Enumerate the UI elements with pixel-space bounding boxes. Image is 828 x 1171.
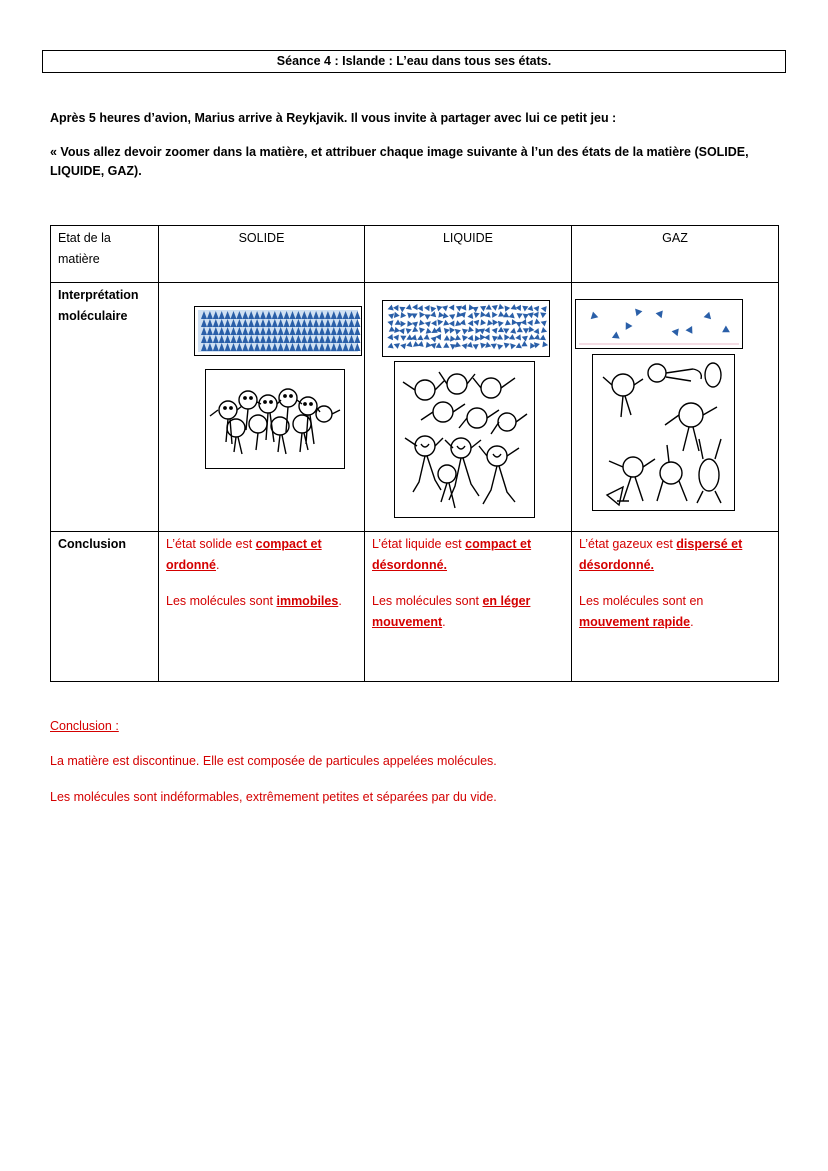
liquid-molecule [394,312,400,318]
liquid-molecule [541,306,547,312]
liquid-conclusion-key-2: en léger mouvement [372,594,531,629]
liquid-molecule [503,312,509,317]
liquid-molecule [487,320,493,326]
liquid-molecule [436,305,442,311]
gas-figure-cell [572,283,779,532]
liquid-molecule [522,336,528,342]
column-gaz: GAZ [572,226,779,283]
liquid-molecule [393,305,399,311]
liquid-molecule [491,344,497,350]
row-label-molecular: Interprétation moléculaire [51,283,159,532]
liquid-molecule [479,329,485,335]
liquid-molecule [406,328,412,334]
liquid-molecule [485,342,491,348]
column-solide: SOLIDE [159,226,365,283]
row-label-conclusion: Conclusion [51,532,159,682]
liquid-molecule [504,334,510,340]
liquid-molecule [473,320,479,326]
liquid-molecule [449,321,454,327]
liquid-molecule [444,335,450,340]
liquid-molecule [401,312,407,318]
liquid-molecule [388,305,394,311]
liquid-molecule [388,343,394,349]
liquid-molecule [407,313,413,319]
liquid-molecule [399,328,405,334]
liquid-molecule [484,334,490,340]
liquid-molecule [389,326,395,332]
liquid-molecule [413,341,419,347]
liquid-molecule [522,306,528,312]
liquid-molecule [450,327,456,333]
liquid-molecule [395,320,401,325]
footer-conclusion-line-2: Les molécules sont indéformables, extrêmement petites et séparées par du vide. [50,790,497,804]
liquid-molecule [442,305,448,311]
liquid-molecule [492,305,498,311]
liquid-molecule [426,342,432,348]
liquid-molecule [412,326,418,332]
liquid-molecule [474,312,480,318]
liquid-molecule [430,343,436,349]
liquid-molecule [387,320,393,326]
liquid-molecule [444,328,450,334]
liquid-molecule [534,319,540,325]
column-liquide: LIQUIDE [365,226,572,283]
liquid-molecule [424,305,430,311]
liquid-molecule [473,344,479,350]
liquid-molecule [462,329,468,335]
gas-molecules-pattern [575,299,743,349]
liquid-molecule [516,343,522,349]
gas-conclusion-text-2: Les molécules sont en [579,594,704,608]
liquid-molecule [455,329,461,335]
liquid-molecule [534,334,540,340]
liquid-conclusion-text-1: L’état liquide est [372,537,466,551]
liquid-molecule [498,327,504,332]
solid-conclusion-text-2: Les molécules sont [166,594,277,608]
liquid-molecule [540,312,546,318]
liquid-molecule [394,343,400,349]
solid-conclusion-end-1: . [216,558,220,572]
liquid-molecule [399,307,405,313]
gas-molecule [656,311,663,319]
liquid-molecule [424,334,430,340]
liquid-molecule [504,343,510,349]
gas-conclusion-text-1: L’état gazeux est [579,537,677,551]
footer-conclusion-line-1: La matière est discontinue. Elle est composée de particules appelées molécules. [50,754,497,768]
liquid-molecule [498,311,504,317]
liquid-molecule [497,344,503,350]
solid-conclusion-key-1: compact et ordonné [166,537,322,572]
liquid-molecule [475,335,481,341]
liquid-molecule [431,336,437,342]
liquid-molecule [509,334,515,340]
gas-conclusion-end-2: . [690,615,694,629]
liquid-molecule [431,320,437,326]
liquid-molecule [493,319,499,325]
liquid-molecule [484,327,490,333]
liquid-molecule [540,335,546,341]
liquid-molecule [527,305,533,311]
liquid-molecule [411,313,417,318]
liquid-molecule [468,320,474,326]
solid-conclusion [159,532,365,682]
liquid-conclusion-key-1: compact et désordonné. [372,537,532,572]
liquid-molecule [510,328,516,334]
liquid-molecule [521,341,527,347]
liquid-molecule [472,307,478,313]
solid-figure-cell [159,283,365,532]
liquid-molecule [523,314,529,320]
liquid-molecule [419,320,425,326]
liquid-molecule [503,328,509,334]
liquid-molecule [505,306,511,312]
liquid-molecule [437,319,443,325]
liquid-molecule [527,320,533,326]
liquid-molecule [541,327,547,333]
liquid-molecule [394,327,400,333]
liquid-molecule [521,319,527,325]
liquid-molecule [517,313,523,319]
liquid-molecule [468,326,474,332]
liquid-molecule [534,342,540,348]
liquid-molecule [517,327,523,332]
gas-conclusion-key-1: dispersé et désordonné. [579,537,743,572]
solid-cartoon-figures [205,369,345,469]
liquid-molecule [541,321,547,327]
liquid-molecule [462,343,468,349]
liquid-molecule [401,321,407,327]
liquid-molecule [449,305,455,311]
liquid-molecule [467,342,473,348]
liquid-molecule [443,342,449,347]
footer-conclusion-title: Conclusion : [50,719,119,733]
header-label: Etat de la matière [51,226,159,283]
liquid-molecule [436,343,442,349]
liquid-molecule [515,334,521,340]
intro-line-1: Après 5 heures d’avion, Marius arrive à Reykjavik. Il vous invite à partager avec lui ce petit jeu : [50,111,617,125]
gas-molecule [704,312,712,320]
liquid-molecule [467,313,473,319]
liquid-molecule [542,341,548,347]
gas-molecule [612,332,620,339]
liquid-molecule [498,304,504,310]
liquid-molecule [511,304,517,310]
liquid-molecule [533,312,539,318]
solid-molecules-pattern [194,306,362,356]
liquid-molecule [417,305,423,311]
liquid-molecule [430,311,436,317]
liquid-molecule [417,335,423,341]
liquid-molecule [510,343,516,349]
liquid-molecule [455,335,461,341]
liquid-molecule [406,334,412,340]
liquid-molecule [436,334,442,340]
liquid-molecule [516,322,522,328]
liquid-molecule [528,312,534,318]
liquid-molecule [424,314,430,319]
liquid-molecule [425,321,431,327]
liquid-molecule [512,319,518,325]
liquid-molecule [419,327,425,333]
gas-conclusion [572,532,779,682]
gas-cartoon-figures [592,354,735,511]
liquid-molecule [443,313,449,319]
liquid-molecule [486,304,492,310]
gas-molecule [686,326,693,334]
liquid-conclusion-text-2: Les molécules sont [372,594,483,608]
liquid-molecule [393,335,399,341]
liquid-molecule [400,336,406,341]
liquid-molecule [461,304,467,310]
states-table [50,225,779,682]
liquid-molecule [456,306,462,312]
liquid-molecule [485,312,491,318]
liquid-molecule [412,322,418,328]
liquid-molecule [480,306,486,312]
liquid-molecule [480,311,486,317]
liquid-molecule [492,312,497,318]
liquid-molecule [534,328,540,334]
liquid-molecule [505,320,511,326]
liquid-cartoon-figures [394,361,535,518]
liquid-molecule [443,320,449,326]
intro-line-2: « Vous allez devoir zoomer dans la matière, et attribuer chaque image suivante à l’un des états de la matière (SOLIDE, LIQUIDE, GAZ). [50,145,749,178]
liquid-molecules-pattern [382,300,550,357]
liquid-molecule [462,335,468,341]
liquid-molecule [406,304,412,310]
liquid-molecule [412,304,417,310]
liquid-molecule [388,313,394,319]
liquid-conclusion [365,532,572,682]
liquid-conclusion-end-2: . [442,615,446,629]
solid-conclusion-end-2: . [338,594,342,608]
gas-molecule [635,309,642,317]
liquid-molecule [516,305,522,311]
liquid-molecule [419,312,425,318]
liquid-molecule [529,326,535,332]
gas-molecule [672,329,679,337]
liquid-molecule [492,336,498,342]
gas-molecule [591,312,599,320]
liquid-molecule [509,313,515,319]
page-title: Séance 4 : Islande : L’eau dans tous ses états. [42,50,786,73]
liquid-molecule [400,343,406,349]
liquid-molecule [455,342,461,348]
liquid-molecule [426,328,432,334]
liquid-molecule [450,336,456,342]
liquid-molecule [449,314,455,320]
solid-conclusion-key-2: immobiles [276,594,339,608]
liquid-molecule [468,335,474,341]
liquid-molecule [523,328,529,334]
liquid-molecule [533,306,539,312]
gas-molecule [626,322,633,330]
liquid-figure-cell [365,283,572,532]
liquid-molecule [407,321,413,327]
liquid-molecule [529,334,535,340]
liquid-molecule [387,334,393,340]
liquid-molecule [498,321,504,327]
liquid-molecule [406,341,412,347]
gas-conclusion-key-2: mouvement rapide [579,615,691,629]
liquid-molecule [480,319,486,325]
liquid-molecule [492,328,498,334]
liquid-molecule [430,306,436,312]
solid-conclusion-text-1: L’état solide est [166,537,256,551]
gas-molecule [722,326,730,333]
